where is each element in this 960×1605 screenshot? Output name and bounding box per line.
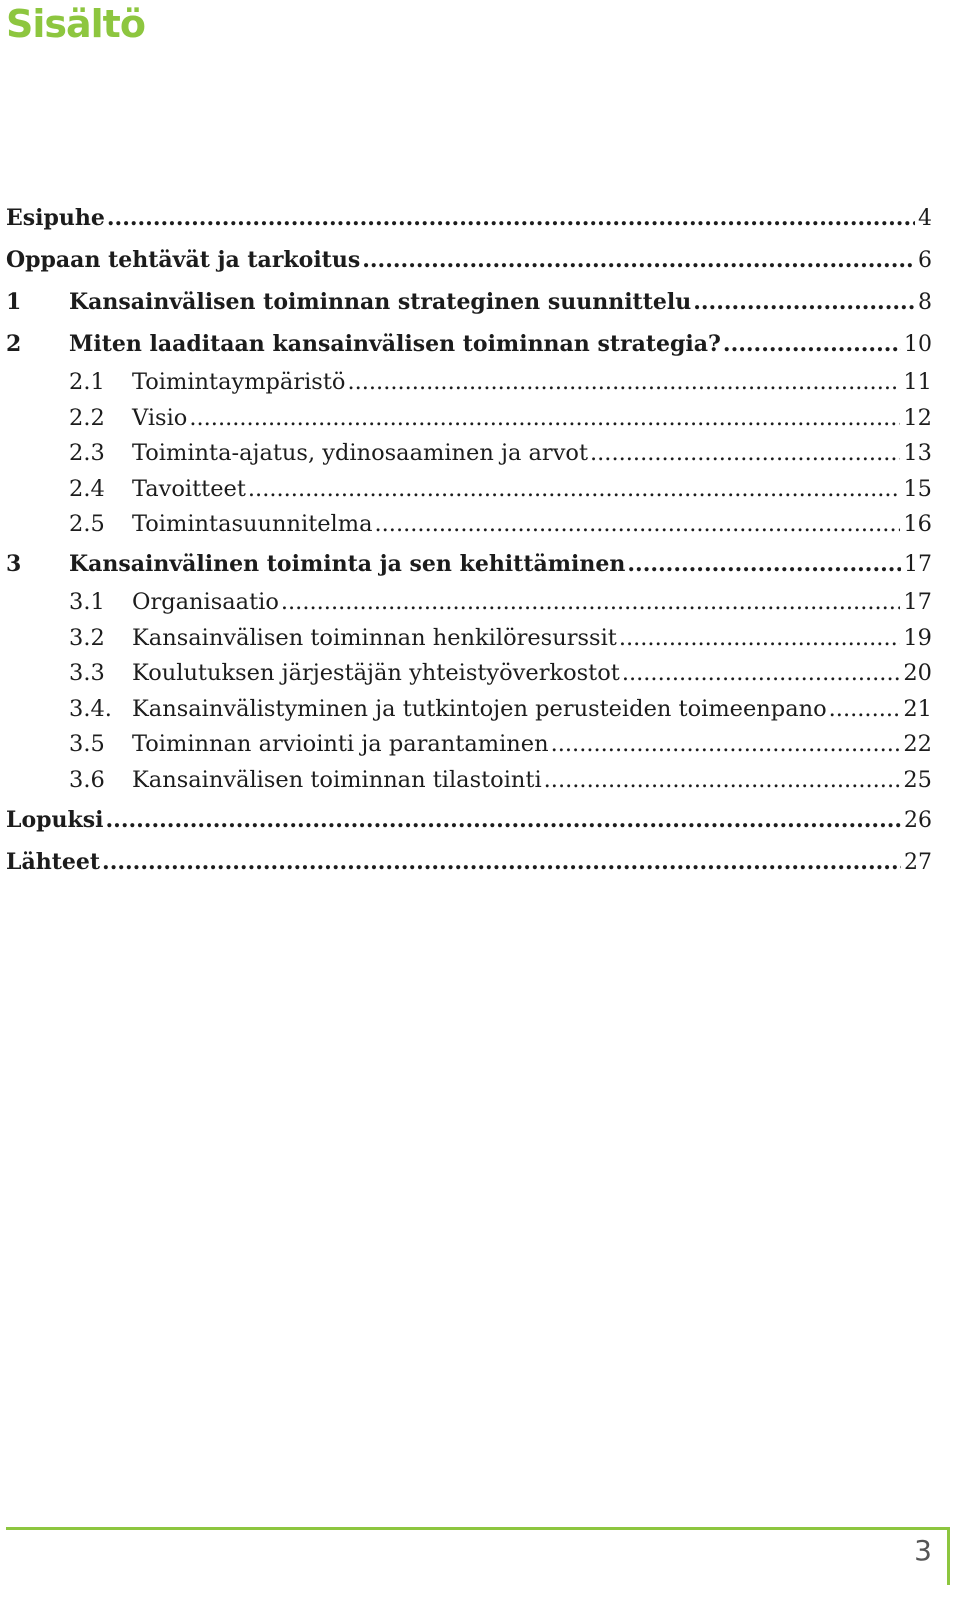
dot-leader [102,841,901,883]
toc-entry[interactable] [6,763,932,799]
dot-leader [544,763,901,799]
toc-entry-label: Oppaan tehtävät ja tarkoitus [6,247,361,273]
footer-rule [6,1527,950,1585]
toc-entry-page: 15 [903,475,932,502]
toc-entry-page: 17 [904,551,932,577]
toc-entry[interactable] [6,692,932,728]
toc-entry-label: Kansainvälisen toiminnan henkilöresurssit [132,624,617,651]
toc-entry-label: Kansainvälisen toiminnan tilastointi [132,766,542,793]
page-number: 3 [914,1534,932,1567]
toc-entry[interactable] [6,727,932,763]
toc-entry-number: 3.3 [69,660,105,687]
dot-leader [347,365,900,401]
toc-entry-label: Kansainvälisen toiminnan strateginen suunnittelu [69,289,692,315]
dot-leader [106,799,901,841]
toc-entry-number: 3.1 [69,588,105,615]
toc-entry-label: Toimintaympäristö [132,369,346,395]
toc-entry-number: 3.5 [69,731,105,758]
toc-entry-number: 2.2 [69,404,105,431]
toc-entry-page: 19 [903,624,932,651]
toc-entry[interactable] [6,323,932,365]
dot-leader [829,692,901,728]
toc-entry[interactable] [6,436,932,472]
toc-entry-label: Kansainvälistyminen ja tutkintojen perusteiden toimeenpano [132,695,827,722]
dot-leader [619,621,901,657]
toc-entry-page: 16 [903,511,932,538]
toc-entry-label: Toimintasuunnitelma [132,511,373,538]
toc-entry-number: 2 [6,331,22,357]
dot-leader [627,543,901,585]
dot-leader [189,401,900,437]
toc-entry-page: 26 [904,807,932,833]
toc-entry-number: 2.4 [69,475,105,502]
toc-entry-label: Miten laaditaan kansainvälisen toiminnan strategia? [69,331,721,357]
toc-entry[interactable] [6,401,932,437]
page-title: Sisältö [6,2,145,46]
toc-entry[interactable] [6,621,932,657]
dot-leader [375,507,901,543]
toc-entry-page: 27 [904,849,932,875]
dot-leader [622,656,901,692]
toc-entry[interactable] [6,472,932,508]
toc-entry-number: 3.2 [69,624,105,651]
toc-entry-label: Lähteet [6,848,101,875]
toc-entry[interactable] [6,365,932,401]
dot-leader [693,281,915,323]
toc-entry-page: 10 [904,332,932,357]
dot-leader [723,323,901,365]
toc-entry-label: Esipuhe [6,205,105,231]
dot-leader [551,727,901,763]
toc-entry-number: 2.1 [69,369,105,395]
dot-leader [590,436,900,472]
toc-entry-label: Lopuksi [6,806,104,833]
toc-entry[interactable] [6,507,932,543]
toc-entry-page: 22 [903,731,932,758]
toc-entry-label: Toiminta-ajatus, ydinosaaminen ja arvot [132,440,588,467]
toc-entry-page: 20 [903,660,932,687]
dot-leader [281,585,900,621]
toc-entry-page: 4 [918,206,932,231]
toc-entry-page: 21 [903,695,932,722]
toc-entry[interactable] [6,197,932,239]
dot-leader [362,239,915,281]
toc-entry-page: 25 [903,766,932,793]
toc-entry-number: 3 [6,550,22,577]
toc-entry-number: 1 [6,289,22,315]
toc-entry[interactable] [6,281,932,323]
toc-entry-label: Tavoitteet [132,475,246,502]
toc-entry[interactable] [6,841,932,883]
toc-entry-page: 8 [918,290,932,315]
toc-entry-page: 11 [903,369,932,395]
toc-entry-number: 2.3 [69,440,105,467]
dot-leader [107,197,915,239]
toc-entry-page: 12 [903,404,932,431]
dot-leader [248,472,900,508]
toc-entry-label: Visio [132,404,188,431]
toc-entry-number: 3.6 [69,766,105,793]
toc-entry-page: 17 [903,588,932,615]
toc-entry-number: 3.4. [69,695,112,722]
table-of-contents [6,197,932,883]
toc-entry[interactable] [6,656,932,692]
toc-entry-number: 2.5 [69,511,105,538]
toc-entry-page: 6 [918,248,932,273]
toc-entry-label: Organisaatio [132,588,279,615]
toc-entry[interactable] [6,799,932,841]
toc-entry-label: Koulutuksen järjestäjän yhteistyöverkostot [132,660,620,687]
toc-entry[interactable] [6,239,932,281]
toc-entry[interactable] [6,585,932,621]
toc-entry-label: Toiminnan arviointi ja parantaminen [132,731,549,758]
toc-entry[interactable] [6,543,932,585]
toc-entry-page: 13 [903,440,932,467]
toc-entry-label: Kansainvälinen toiminta ja sen kehittäminen [69,550,626,577]
